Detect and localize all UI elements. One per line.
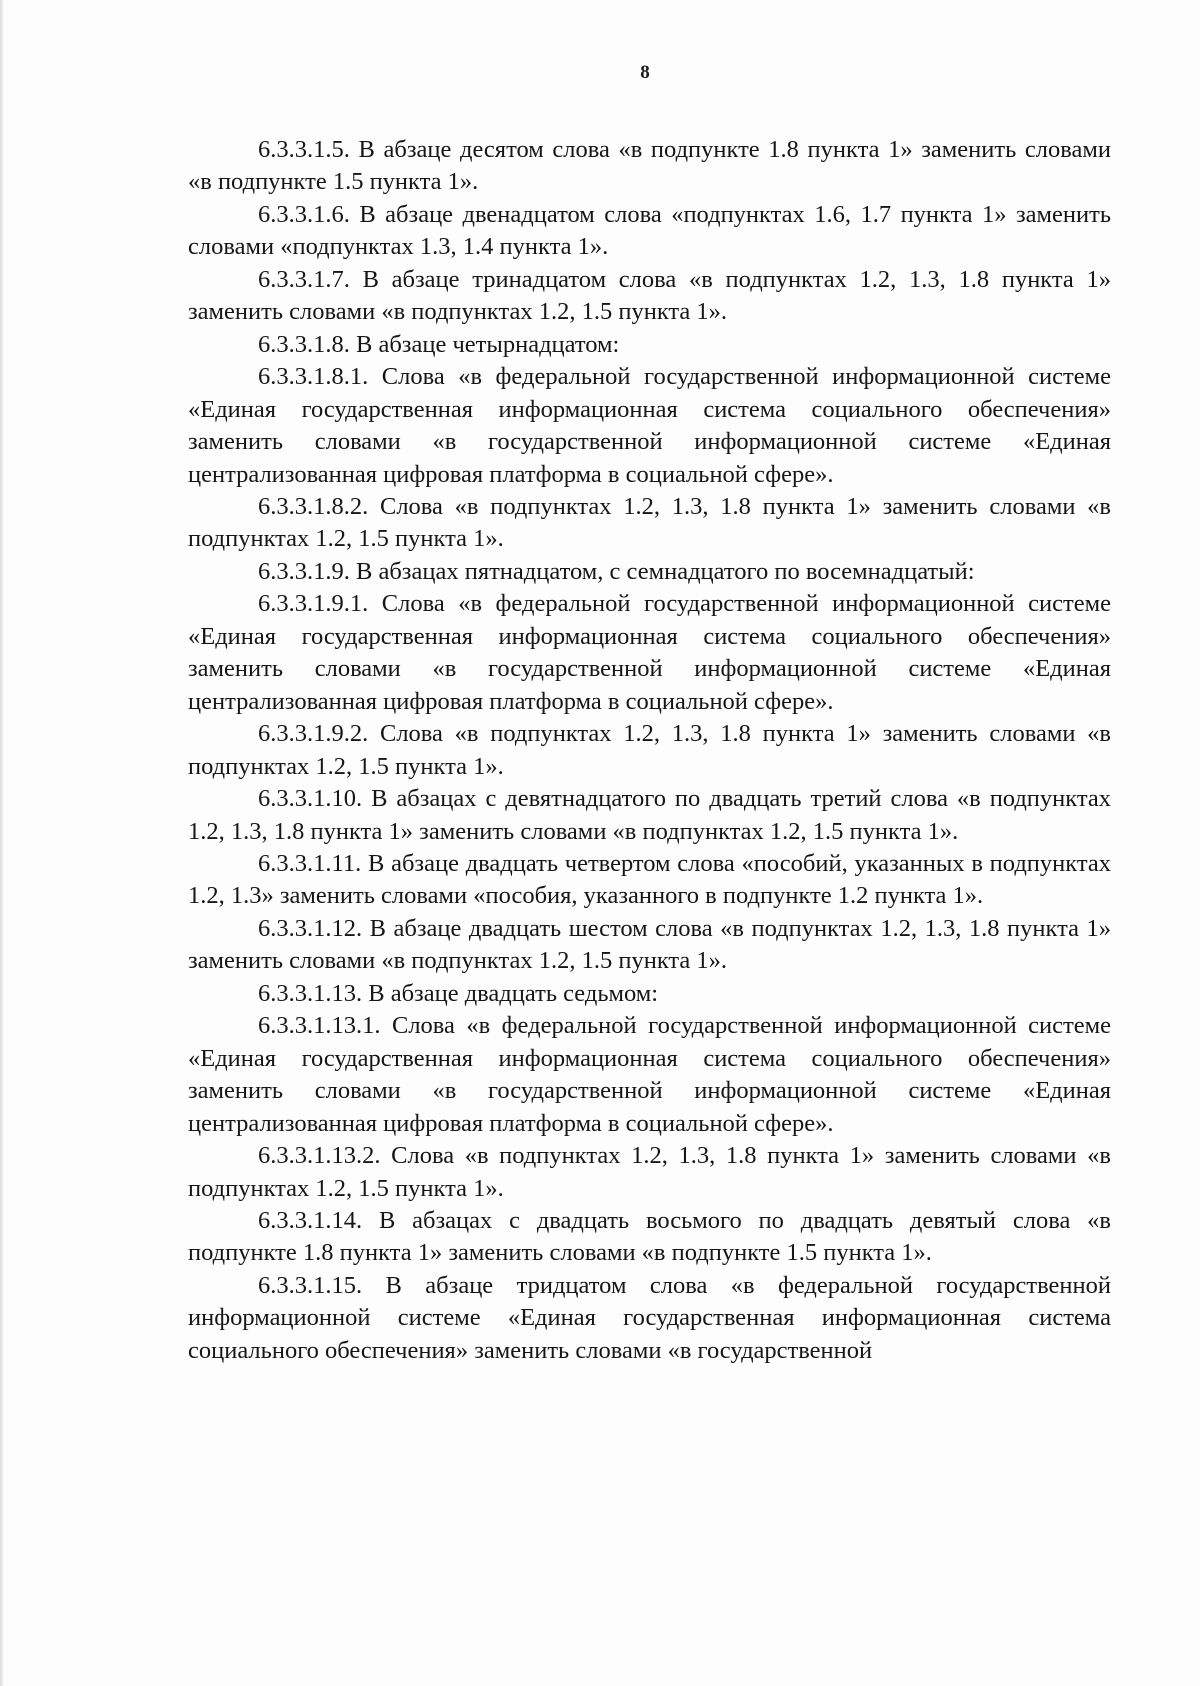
scan-edge <box>0 0 4 1686</box>
document-body <box>188 134 1111 1367</box>
page-number: 8 <box>640 62 650 83</box>
paragraph-6-3-3-1-8: 6.3.3.1.8. В абзаце четырнадцатом: <box>258 330 620 358</box>
paragraph-6-3-3-1-8-1: 6.3.3.1.8.1. Слова «в федеральной государственной информационной системе «Единая государственная информационная система социального обеспечения» заменить словами «в государственной информационной системе «Единая централизованная цифровая платформа в социальной сфере». <box>188 363 1111 488</box>
paragraph-6-3-3-1-15: 6.3.3.1.15. В абзаце тридцатом слова «в федеральной государственной информационной системе «Единая государственная информационная система социального обеспечения» заменить словами «в государственной <box>188 1271 1111 1364</box>
paragraph-6-3-3-1-9-2: 6.3.3.1.9.2. Слова «в подпунктах 1.2, 1.3, 1.8 пункта 1» заменить словами «в подпунктах 1.2, 1.5 пункта 1». <box>188 720 1111 780</box>
paragraph-6-3-3-1-13-2: 6.3.3.1.13.2. Слова «в подпунктах 1.2, 1.3, 1.8 пункта 1» заменить словами «в подпунктах 1.2, 1.5 пункта 1». <box>188 1142 1111 1202</box>
paragraph-6-3-3-1-14: 6.3.3.1.14. В абзацах с двадцать восьмого по двадцать девятый слова «в подпункте 1.8 пункта 1» заменить словами «в подпункте 1.5 пункта 1». <box>188 1206 1111 1267</box>
paragraph-6-3-3-1-10: 6.3.3.1.10. В абзацах с девятнадцатого по двадцать третий слова «в подпунктах 1.2, 1.3, 1.8 пункта 1» заменить словами «в подпунктах 1.2, 1.5 пункта 1». <box>188 785 1111 845</box>
paragraph-6-3-3-1-7: 6.3.3.1.7. В абзаце тринадцатом слова «в подпунктах 1.2, 1.3, 1.8 пункта 1» заменить словами «в подпунктах 1.2, 1.5 пункта 1». <box>188 265 1111 326</box>
paragraph-6-3-3-1-11: 6.3.3.1.11. В абзаце двадцать четвертом слова «пособий, указанных в подпунктах 1.2, 1.3» заменить словами «пособия, указанного в подпункте 1.2 пункта 1». <box>188 849 1111 910</box>
paragraph-6-3-3-1-6: 6.3.3.1.6. В абзаце двенадцатом слова «подпунктах 1.6, 1.7 пункта 1» заменить словами «подпунктах 1.3, 1.4 пункта 1». <box>188 200 1111 261</box>
paragraph-6-3-3-1-13: 6.3.3.1.13. В абзаце двадцать седьмом: <box>258 979 659 1007</box>
paragraph-6-3-3-1-5: 6.3.3.1.5. В абзаце десятом слова «в подпункте 1.8 пункта 1» заменить словами «в подпункте 1.5 пункта 1». <box>188 136 1111 196</box>
paragraph-6-3-3-1-12: 6.3.3.1.12. В абзаце двадцать шестом слова «в подпунктах 1.2, 1.3, 1.8 пункта 1» заменить словами «в подпунктах 1.2, 1.5 пункта 1». <box>188 914 1111 975</box>
paragraph-6-3-3-1-13-1: 6.3.3.1.13.1. Слова «в федеральной государственной информационной системе «Единая государственная информационная система социального обеспечения» заменить словами «в государственной информационной системе «Единая централизованная цифровая платформа в социальной сфере». <box>188 1012 1111 1137</box>
paragraph-6-3-3-1-9-1: 6.3.3.1.9.1. Слова «в федеральной государственной информационной системе «Единая государственная информационная система социального обеспечения» заменить словами «в государственной информационной системе «Единая централизованная цифровая платформа в социальной сфере». <box>188 590 1111 715</box>
paragraph-6-3-3-1-9: 6.3.3.1.9. В абзацах пятнадцатом, с семнадцатого по восемнадцатый: <box>258 557 975 585</box>
paragraph-6-3-3-1-8-2: 6.3.3.1.8.2. Слова «в подпунктах 1.2, 1.3, 1.8 пункта 1» заменить словами «в подпунктах 1.2, 1.5 пункта 1». <box>188 492 1111 553</box>
